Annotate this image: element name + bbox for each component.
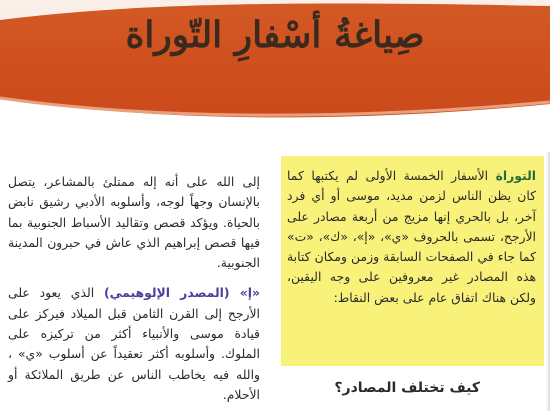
section-subheading: كيف تختلف المصادر؟ — [334, 380, 480, 396]
page-edge-shadow — [546, 152, 550, 411]
left-paragraph-1: إلى الله على أنه إله ممتلئ بالمشاعر، يتصل بالإنسان وجهاً لوجه، وأسلوبه الأدبي رشيق نابض بالحياة. ويؤكد قصص وتقاليد الأسباط الجنوبية بما فيها قصص إبراهيم الذي عاش في حبرون المدينة الجنوبية. — [8, 174, 260, 271]
torah-term: التوراة — [495, 168, 536, 183]
highlighted-paragraph — [281, 156, 544, 366]
page-title: صِياغةُ أسْفارِ التّوراة — [125, 14, 425, 56]
left-column — [8, 172, 260, 415]
header-banner — [0, 0, 550, 152]
elohist-source-label: «إ» (المصدر الإلوهيمي) — [103, 285, 260, 301]
left-paragraph-2: الذي يعود على الأرجح إلى القرن الثامن قبل الميلاد فيركز على قيادة موسى والأنبياء أكثر من تركيزه على الملوك. وأسلوبه أكثر تعقيداً عن أسلوب «ي» ، والله فيه يخاطب الناس عن طريق الملائكة أو الأحلام. — [8, 285, 260, 402]
torah-paragraph-text: الأسفار الخمسة الأولى لم يكتبها كما كان يظن الناس لزمن مديد، موسى أو أي فرد آخر، بل بالحري إنها مزيج من أربعة مصادر على الأرجح، تسمى بالحروف «ي»، «إ»، «ك»، «ت» كما جاء في الصفحات السابقة وزمن ومكان كتابة هذه المصادر غير معروفين على وجه اليقين، ولكن هناك اتفاق عام على بعض النقاط: — [287, 168, 536, 305]
